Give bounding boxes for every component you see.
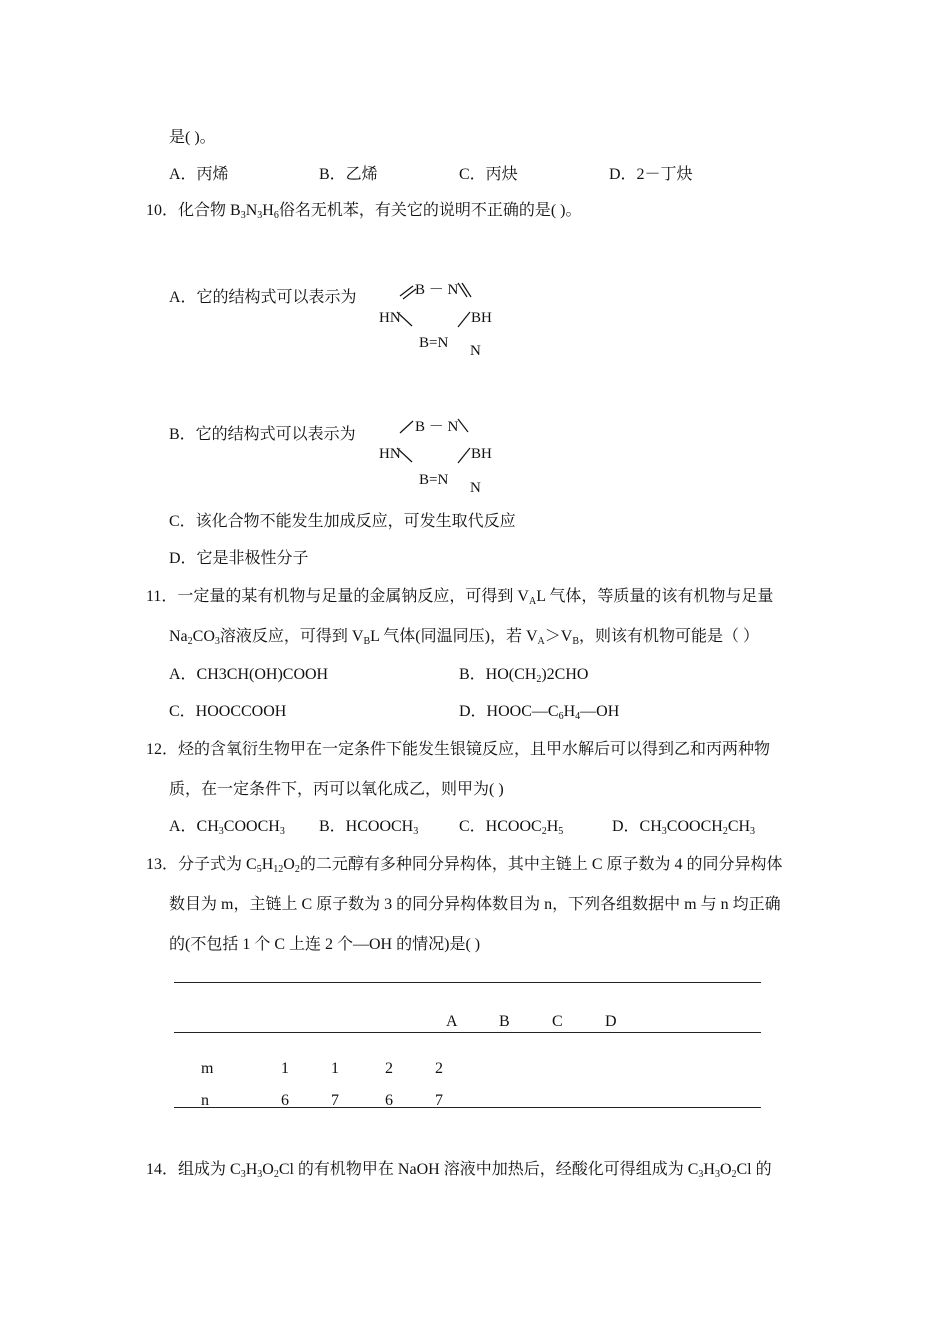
q9-option-c: C．丙炔 xyxy=(459,166,518,183)
table-header-c: C xyxy=(552,1013,563,1030)
q9-option-d: D．2－丁炔 xyxy=(609,166,693,183)
structure-b-bonds xyxy=(0,0,1,1)
q13-stem-line1: 13．分子式为 $C_5H_{12}O_2$的二元醇有多种同分异构体，其中主链上 C 原子数为 4 的同分异构体 xyxy=(146,856,783,875)
table-cell: 2 xyxy=(435,1060,443,1077)
q11-stem-line2: $Na_2CO_3$溶液反应，可得到 $V_BL$ 气体(同温同压)，若 $V_A>V_B$，则该有机物可能是（ ） xyxy=(169,628,760,647)
q11-stem-line1: 11．一定量的某有机物与足量的金属钠反应，可得到 $V_AL$ 气体，等质量的该有机物与足量 xyxy=(146,588,774,607)
table-header-rule xyxy=(174,1032,761,1033)
structure-b-top: B － N xyxy=(415,419,459,435)
q13-stem-line3: 的(不包括 1 个 C 上连 2 个—OH 的情况)是( ) xyxy=(169,936,481,953)
table-cell: 1 xyxy=(281,1060,289,1077)
q14-stem-line1: 14．组成为 $C_3H_3O_2Cl$ 的有机物甲在 NaOH 溶液中加热后，经酸化可得组成为 $C_3H_3O_2Cl$ 的 xyxy=(146,1161,772,1180)
q11-option-c: C．HOOCCOOH xyxy=(169,703,287,720)
table-row-label-n: n xyxy=(201,1092,209,1109)
q10-option-d: D．它是非极性分子 xyxy=(169,550,309,567)
q12-option-b: B．$HCOOCH_3$ xyxy=(319,818,419,837)
q11-option-b: B．$HO(CH_2)2CHO$ xyxy=(459,666,589,685)
structure-b-left: HN xyxy=(379,446,401,462)
q11-option-a: A．CH3CH(OH)COOH xyxy=(169,666,329,683)
q12-option-a: A．$CH_3COOCH_3$ xyxy=(169,818,285,837)
q11-option-d: D．$HOOC—C_6H_4—OH$ xyxy=(459,703,620,722)
structure-a-top: B － N xyxy=(415,282,459,298)
structure-b-bottom: B=N xyxy=(419,472,449,488)
table-header-d: D xyxy=(605,1013,617,1030)
q9-stem-tail: 是( )。 xyxy=(169,129,216,146)
table-header-a: A xyxy=(446,1013,458,1030)
structure-a-left: HN xyxy=(379,310,401,326)
structure-b-n: N xyxy=(470,480,481,496)
table-cell: 1 xyxy=(331,1060,339,1077)
q12-option-d: D．$CH_3COOCH_2CH_3$ xyxy=(612,818,756,837)
q12-option-c: C．$HCOOC_2H_5$ xyxy=(459,818,564,837)
table-header-b: B xyxy=(499,1013,510,1030)
table-cell: 7 xyxy=(331,1092,339,1109)
q10-option-c: C．该化合物不能发生加成反应，可发生取代反应 xyxy=(169,513,516,530)
table-bottom-rule xyxy=(174,1107,761,1108)
structure-a-bottom: B=N xyxy=(419,335,449,351)
q10-option-a: A．它的结构式可以表示为 xyxy=(169,289,357,306)
q9-option-a: A．丙烯 xyxy=(169,166,229,183)
q9-option-b: B．乙烯 xyxy=(319,166,378,183)
table-cell: 6 xyxy=(281,1092,289,1109)
table-row-label-m: m xyxy=(201,1060,214,1077)
structure-a-n: N xyxy=(470,343,481,359)
structure-a-right: BH xyxy=(471,310,492,326)
q13-stem-line2: 数目为 m，主链上 C 原子数为 3 的同分异构体数目为 n，下列各组数据中 m 与 n 均正确 xyxy=(169,896,781,913)
table-cell: 6 xyxy=(385,1092,393,1109)
table-cell: 2 xyxy=(385,1060,393,1077)
q10-option-b: B．它的结构式可以表示为 xyxy=(169,426,356,443)
q12-stem-line1: 12．烃的含氧衍生物甲在一定条件下能发生银镜反应，且甲水解后可以得到乙和丙两种物 xyxy=(146,741,771,758)
q12-stem-line2: 质，在一定条件下，丙可以氧化成乙，则甲为( ) xyxy=(169,781,504,798)
structure-b-right: BH xyxy=(471,446,492,462)
table-top-rule xyxy=(174,982,761,983)
q10-stem: 10．化合物 $B_3N_3H_6$俗名无机苯，有关它的说明不正确的是( )。 xyxy=(146,202,582,221)
table-cell: 7 xyxy=(435,1092,443,1109)
